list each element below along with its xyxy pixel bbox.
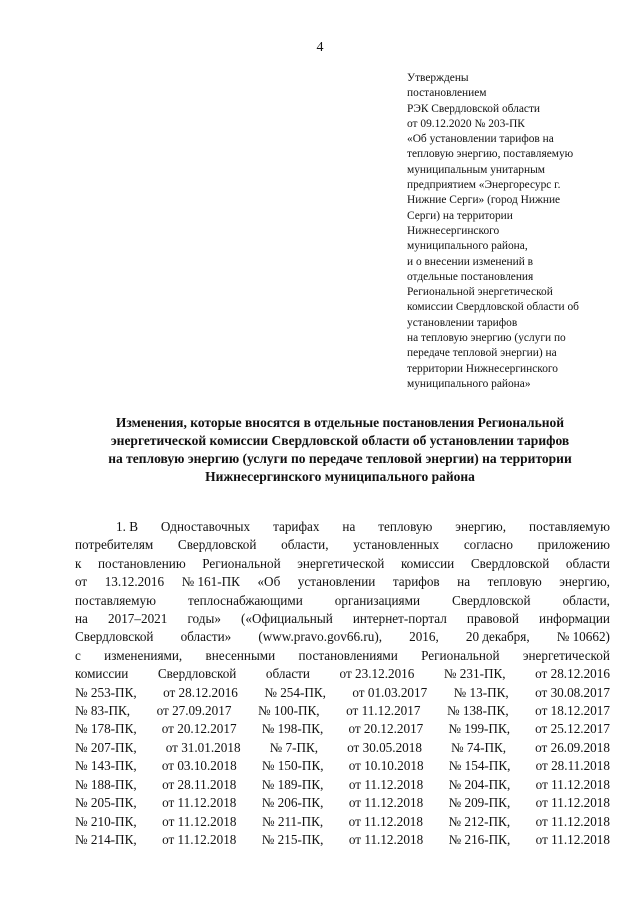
body-word: энергетической xyxy=(522,647,610,663)
approval-line: муниципального района» xyxy=(407,377,531,390)
body-word: организациями xyxy=(334,592,421,608)
body-word: от 11.12.2018 xyxy=(348,831,424,847)
body-word: (www.pravo.gov66.ru), xyxy=(258,629,383,645)
body-word: от 20.12.2017 xyxy=(348,721,424,737)
body-paragraph xyxy=(75,518,610,849)
body-word: № 150-ПК, xyxy=(261,758,324,774)
body-word: от 11.12.2018 xyxy=(348,813,423,829)
body-word: № 254-ПК, xyxy=(264,684,326,700)
body-word: № 209-ПК, xyxy=(448,795,511,811)
body-word: от 11.12.2018 xyxy=(348,776,424,792)
body-word: информации xyxy=(539,611,610,627)
body-word: № 188-ПК, xyxy=(75,776,137,792)
body-word: 2017–2021 xyxy=(108,611,168,627)
body-line xyxy=(75,776,610,794)
body-word: от 27.09.2017 xyxy=(156,703,232,719)
body-word: № 214-ПК, xyxy=(75,831,137,847)
body-line xyxy=(75,536,610,554)
body-word: № 215-ПК, xyxy=(261,831,324,847)
body-word: изменениями, xyxy=(104,647,183,663)
body-word: от 11.12.2018 xyxy=(162,831,237,847)
body-word: от 01.03.2017 xyxy=(352,684,428,700)
body-word: от 03.10.2018 xyxy=(161,758,237,774)
body-word: от 18.12.2017 xyxy=(535,703,610,719)
body-word: Свердловской xyxy=(157,666,237,682)
body-word: от 20.12.2017 xyxy=(161,721,237,737)
body-word: от 26.09.2018 xyxy=(535,739,610,755)
body-word: № 205-ПК, xyxy=(75,795,137,811)
body-word: области xyxy=(565,555,610,571)
approval-line: от 09.12.2020 № 203-ПК xyxy=(407,117,525,130)
body-word: от 11.12.2017 xyxy=(346,703,421,719)
body-word: Региональной xyxy=(202,555,281,571)
body-word: № 199-ПК, xyxy=(448,721,511,737)
body-word: от xyxy=(75,574,88,590)
body-word: области» xyxy=(180,629,232,645)
body-word: № 13-ПК, xyxy=(453,684,509,700)
approval-line: предприятием «Энергоресурс г. xyxy=(407,179,561,192)
body-word: № 161-ПК xyxy=(181,574,240,590)
body-line xyxy=(75,665,610,683)
body-word: от 23.12.2016 xyxy=(339,666,415,682)
body-line xyxy=(75,831,610,849)
body-word: годы» xyxy=(187,611,221,627)
body-word: № 143-ПК, xyxy=(75,758,137,774)
body-line xyxy=(75,794,610,812)
body-word: согласно xyxy=(463,537,513,553)
body-line xyxy=(75,647,610,665)
title-line: энергетической комиссии Свердловской области об установлении тарифов xyxy=(110,433,570,448)
approval-line: территории Нижнесергинского xyxy=(407,362,559,375)
body-word: № 198-ПК, xyxy=(261,721,324,737)
body-word: Свердловской xyxy=(75,629,154,645)
body-word: потребителям xyxy=(75,537,154,553)
body-word: от 28.12.2016 xyxy=(535,666,610,682)
body-line xyxy=(75,684,610,702)
body-word: установлении xyxy=(297,574,376,590)
approval-line: Нижние Серги» (город Нижние xyxy=(407,194,561,207)
body-word: правовой xyxy=(466,611,519,627)
body-word: энергию, xyxy=(559,574,610,590)
body-line xyxy=(75,555,610,573)
body-word: от 11.12.2018 xyxy=(535,795,610,811)
body-line xyxy=(75,720,610,738)
body-word: («Официальный xyxy=(241,611,333,627)
body-word: постановлению xyxy=(97,555,186,571)
body-word: Свердловской xyxy=(177,537,257,553)
approval-line: Региональной энергетической xyxy=(407,286,553,299)
body-word: тепловую xyxy=(378,519,433,534)
body-word: внесенными xyxy=(205,647,276,663)
body-word: 1. В xyxy=(116,519,138,534)
body-word: Региональной xyxy=(421,647,500,663)
body-word: от 11.12.2018 xyxy=(535,831,610,847)
body-word: 13.12.2016 xyxy=(104,574,165,590)
body-word: от 11.12.2018 xyxy=(162,813,237,829)
body-line xyxy=(75,610,610,628)
approval-line: РЭК Свердловской области xyxy=(407,102,541,115)
approval-line: Серги) на территории xyxy=(407,209,513,222)
approval-line: на тепловую энергию (услуги по xyxy=(407,332,566,345)
body-word: приложению xyxy=(537,537,610,553)
body-word: комиссии xyxy=(75,666,129,682)
body-word: от 11.12.2018 xyxy=(535,813,610,829)
body-word: № 204-ПК, xyxy=(448,776,511,792)
body-word: Свердловской xyxy=(470,555,550,571)
approval-block xyxy=(407,71,607,392)
approval-line: Утверждены xyxy=(407,72,469,84)
body-word: 20 декабря, xyxy=(465,629,530,645)
body-word: № 154-ПК, xyxy=(448,758,511,774)
body-line xyxy=(75,702,610,720)
approval-line: постановлением xyxy=(407,87,487,100)
approval-line: муниципального района, xyxy=(407,240,528,253)
body-word: тепловую xyxy=(487,574,542,590)
approval-line: тепловую энергию, поставляемую xyxy=(407,148,574,161)
body-word: области, xyxy=(562,592,610,608)
body-word: от 30.05.2018 xyxy=(347,739,422,755)
body-line xyxy=(75,813,610,831)
body-word: Свердловской xyxy=(452,592,531,608)
body-word: № 210-ПК, xyxy=(75,813,137,829)
body-word: № 207-ПК, xyxy=(75,739,137,755)
body-word: от 25.12.2017 xyxy=(535,721,610,737)
body-word: к xyxy=(75,555,82,571)
body-word: от 11.12.2018 xyxy=(535,776,610,792)
body-word: № 253-ПК, xyxy=(75,684,137,700)
body-word: Одноставочных xyxy=(160,519,251,534)
body-word: № 206-ПК, xyxy=(261,795,324,811)
approval-line: передаче тепловой энергии) на xyxy=(407,347,557,360)
body-word: № 138-ПК, xyxy=(446,703,509,719)
body-word: на xyxy=(457,574,471,590)
title-line: Изменения, которые вносятся в отдельные постановления Региональной xyxy=(115,415,565,430)
body-word: теплоснабжающими xyxy=(188,592,303,608)
body-word: от 28.11.2018 xyxy=(162,776,237,792)
body-word: № 100-ПК, xyxy=(257,703,320,719)
body-word: области, xyxy=(281,537,329,553)
body-word: установленных xyxy=(353,537,440,553)
approval-line: муниципальным унитарным xyxy=(407,163,545,176)
body-word: от 28.12.2016 xyxy=(163,684,238,700)
body-line xyxy=(75,518,610,536)
body-word: от 10.10.2018 xyxy=(348,758,424,774)
body-word: 2016, xyxy=(409,629,439,645)
body-word: № 189-ПК, xyxy=(261,776,324,792)
approval-line: Нижнесергинского xyxy=(407,224,500,237)
body-line xyxy=(75,592,610,610)
body-word: № 216-ПК, xyxy=(448,831,511,847)
approval-line: установлении тарифов xyxy=(407,316,518,329)
body-word: на xyxy=(75,611,88,627)
body-word: № 178-ПК, xyxy=(75,721,137,737)
body-word: интернет-портал xyxy=(352,611,447,627)
body-word: поставляемую xyxy=(529,519,610,534)
body-word: с xyxy=(75,647,81,663)
body-word: области xyxy=(265,666,310,682)
body-word: от 11.12.2018 xyxy=(348,795,424,811)
document-title xyxy=(70,414,610,486)
body-word: энергетической xyxy=(297,555,385,571)
body-word: поставляемую xyxy=(75,592,156,608)
approval-line: отдельные постановления xyxy=(407,270,534,283)
body-word: от 11.12.2018 xyxy=(162,795,237,811)
body-word: № 231-ПК, xyxy=(443,666,506,682)
body-word: от 30.08.2017 xyxy=(535,684,610,700)
body-word: № 10662) xyxy=(556,629,610,645)
body-word: от 31.01.2018 xyxy=(165,739,241,755)
title-line: Нижнесергинского муниципального района xyxy=(205,469,475,484)
body-word: № 83-ПК, xyxy=(75,703,131,719)
body-word: от 28.11.2018 xyxy=(535,758,610,774)
body-line xyxy=(75,573,610,591)
body-word: комиссии xyxy=(400,555,455,571)
body-word: тарифах xyxy=(273,519,320,534)
body-word: постановлениями xyxy=(298,647,398,663)
body-word: энергию, xyxy=(455,519,507,534)
body-word: тарифов xyxy=(392,574,440,590)
page-number: 4 xyxy=(316,40,324,55)
body-line xyxy=(75,757,610,775)
body-word: № 74-ПК, xyxy=(451,739,507,755)
body-word: № 7-ПК, xyxy=(269,739,319,755)
approval-line: комиссии Свердловской области об xyxy=(407,301,579,314)
body-word: № 212-ПК, xyxy=(448,813,511,829)
body-word: на xyxy=(342,519,356,534)
approval-line: и о внесении изменений в xyxy=(407,255,534,268)
title-line: на тепловую энергию (услуги по передаче тепловой энергии) на территории xyxy=(108,451,572,466)
body-line xyxy=(75,739,610,757)
body-word: «Об xyxy=(257,574,281,590)
approval-line: «Об установлении тарифов на xyxy=(407,133,554,146)
body-word: № 211-ПК, xyxy=(261,813,324,829)
body-line xyxy=(75,628,610,646)
